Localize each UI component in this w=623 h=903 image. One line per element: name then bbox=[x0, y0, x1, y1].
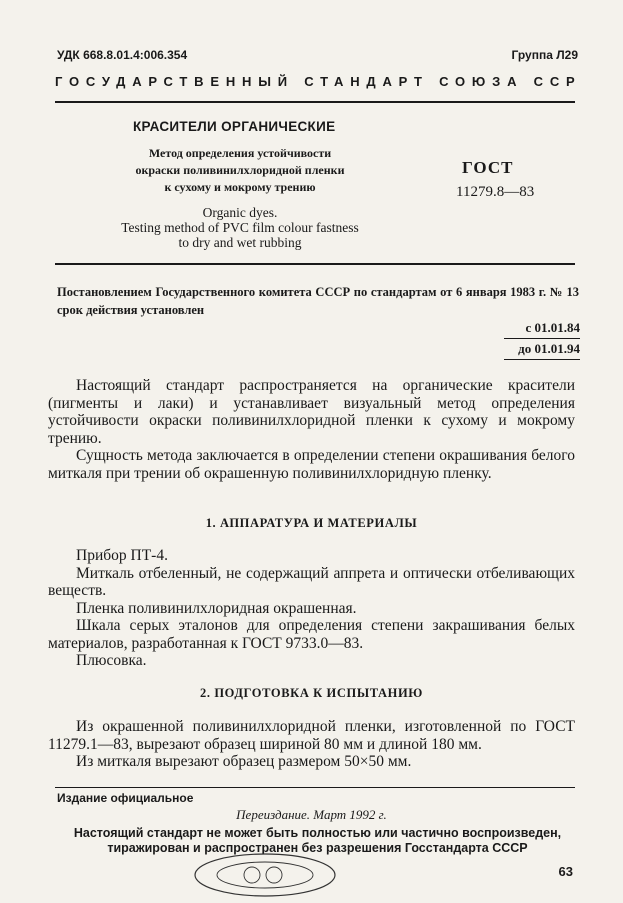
state-standard-banner: ГОСУДАРСТВЕННЫЙ СТАНДАРТ СОЮЗА ССР bbox=[55, 74, 582, 89]
english-title-line: Testing method of PVC film colour fastness bbox=[121, 220, 359, 235]
intro-text bbox=[48, 377, 575, 482]
footer-rule bbox=[55, 787, 575, 788]
title-rule bbox=[55, 263, 575, 265]
section-2-list bbox=[48, 718, 575, 771]
document-title: КРАСИТЕЛИ ОРГАНИЧЕСКИЕ bbox=[133, 119, 336, 134]
list-item: Прибор ПТ-4. bbox=[76, 547, 168, 564]
list-item: Из окрашенной поливинилхлоридной пленки, изготовленной по ГОСТ 11279.1—83, вырезают образец шириной 80 мм и длиной 180 мм. bbox=[48, 718, 575, 753]
gost-label: ГОСТ bbox=[462, 158, 514, 177]
library-stamp-icon bbox=[190, 850, 340, 900]
header-rule bbox=[55, 101, 575, 103]
validity-dates bbox=[504, 318, 580, 360]
group-code: Группа Л29 bbox=[511, 48, 578, 62]
list-item: Пленка поливинилхлоридная окрашенная. bbox=[76, 599, 357, 617]
list-item: Плюсовка. bbox=[76, 652, 147, 669]
subtitle-line: Метод определения устойчивости bbox=[148, 146, 332, 160]
gost-number: 11279.8—83 bbox=[456, 184, 535, 200]
paragraph: Сущность метода заключается в определении степени окрашивания белого миткаля при трении об окрашенную поливинилхлоридную пленку. bbox=[48, 447, 575, 482]
section-1-list bbox=[48, 547, 575, 670]
english-title-line: Organic dyes. bbox=[202, 205, 278, 220]
list-item: Из миткаля вырезают образец размером 50×50 мм. bbox=[76, 753, 412, 770]
subtitle-line: окраски поливинилхлоридной пленки bbox=[135, 163, 345, 177]
english-title bbox=[85, 205, 395, 250]
list-item: Шкала серых эталонов для определения степени закрашивания белых материалов, разработанная к ГОСТ 9733.0—83. bbox=[48, 617, 575, 652]
subtitle-line: к сухому и мокрому трению bbox=[164, 180, 316, 194]
section-heading-1: 1. АППАРАТУРА И МАТЕРИАЛЫ bbox=[205, 516, 418, 530]
valid-to: до 01.01.94 bbox=[504, 339, 580, 360]
official-edition: Издание официальное bbox=[57, 791, 194, 805]
udk-code: УДК 668.8.01.4:006.354 bbox=[57, 48, 188, 62]
list-item: Миткаль отбеленный, не содержащий аппрета и оптически отбеливающих веществ. bbox=[48, 564, 575, 599]
valid-from: с 01.01.84 bbox=[504, 318, 580, 339]
reproduction-notice: Настоящий стандарт не может быть полностью или частично воспроизведен, тиражирован и распространен без разрешения Госстандарта СССР bbox=[73, 826, 562, 855]
decree-text: Постановлением Государственного комитета СССР по стандартам от 6 января 1983 г. № 13 срок действия установлен bbox=[57, 285, 579, 317]
reissue-note: Переиздание. Март 1992 г. bbox=[236, 807, 387, 822]
section-heading-2: 2. ПОДГОТОВКА К ИСПЫТАНИЮ bbox=[200, 686, 423, 700]
document-subtitle bbox=[110, 145, 370, 196]
english-title-line: to dry and wet rubbing bbox=[178, 235, 302, 250]
page-number: 63 bbox=[558, 864, 573, 879]
paragraph: Настоящий стандарт распространяется на органические красители (пигменты и лаки) и устанавливает визуальный метод определения устойчивости окраски поливинилхлоридной пленки к сухому и мокрому трению. bbox=[48, 377, 575, 447]
